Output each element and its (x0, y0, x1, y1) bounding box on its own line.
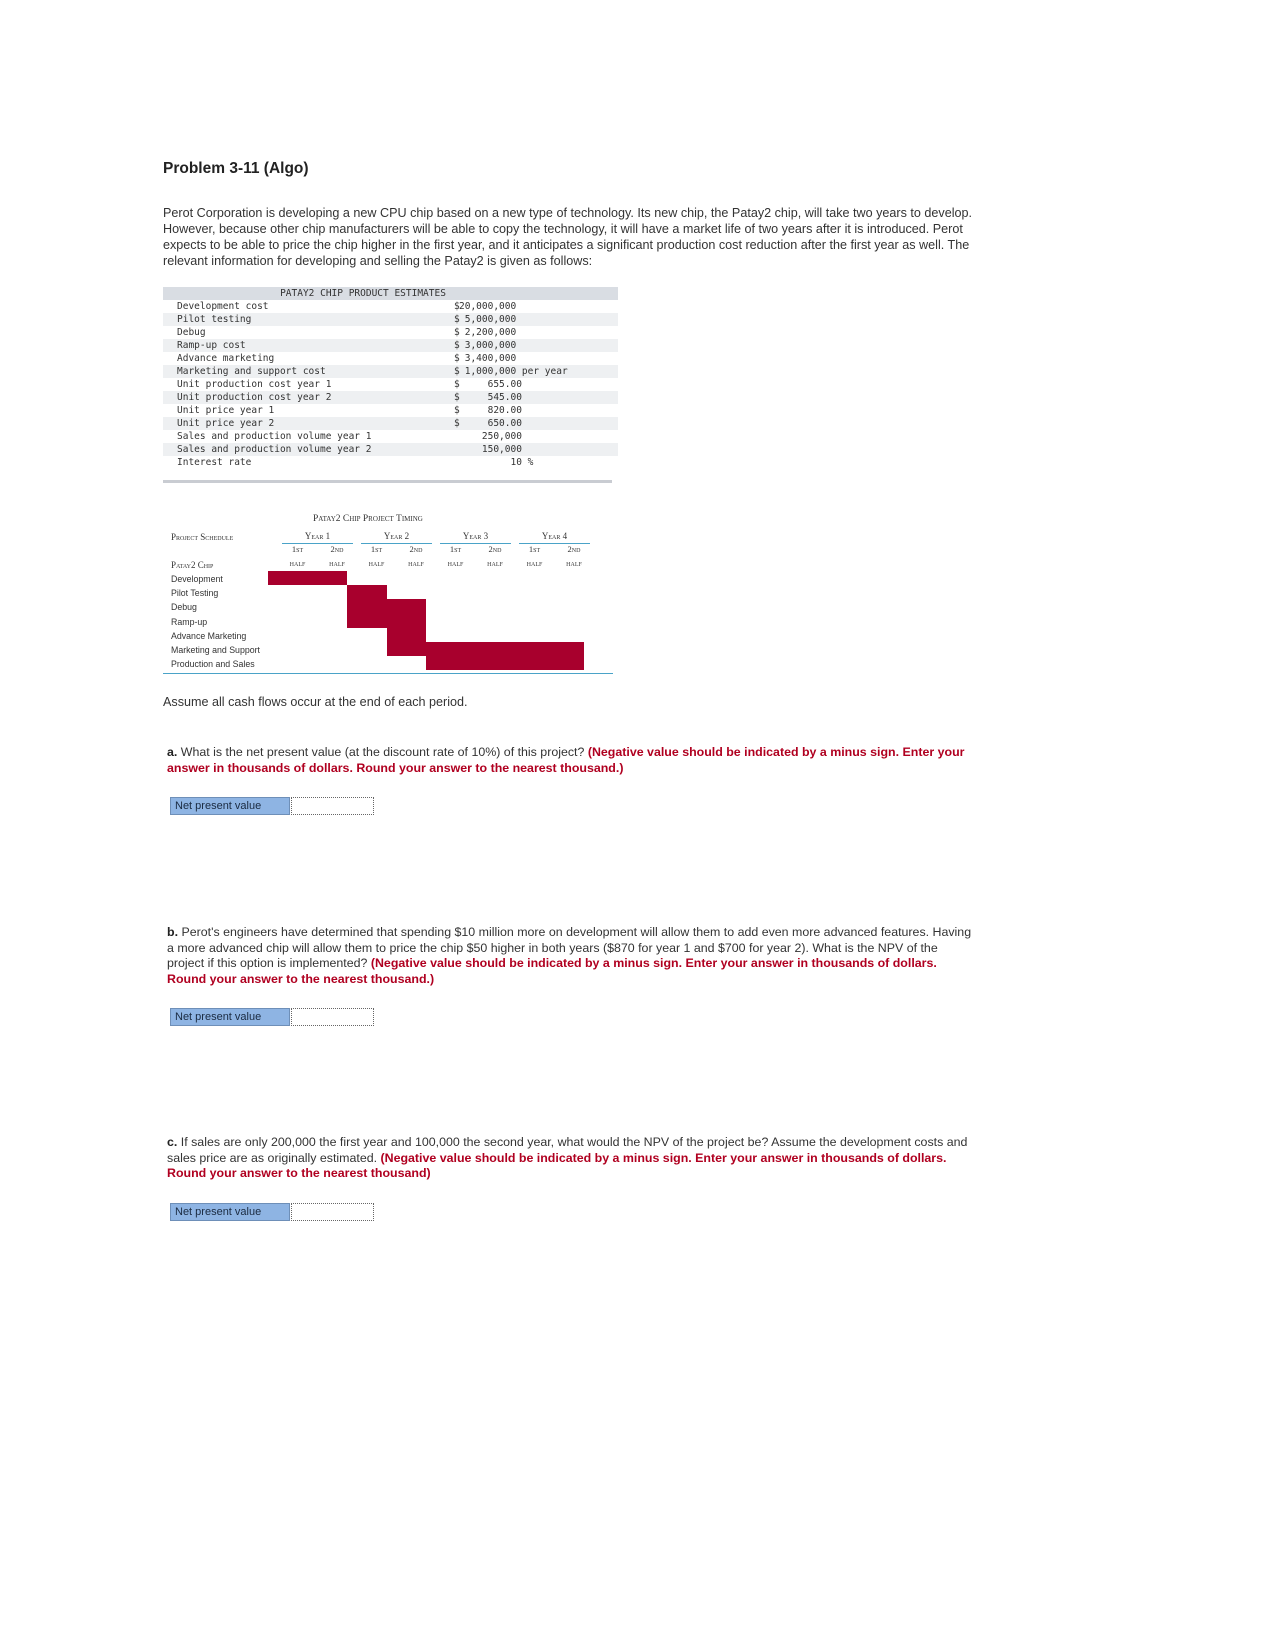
answer-c-input[interactable] (291, 1203, 374, 1221)
estimate-row (163, 339, 618, 352)
question-a (167, 745, 977, 776)
project-timing-chart (163, 510, 618, 675)
estimate-label: Advance marketing (177, 353, 275, 364)
estimate-label: Sales and production volume year 1 (177, 431, 372, 442)
answer-row-b (170, 1008, 375, 1026)
question-c-text: If sales are only 200,000 the first year and 100,000 the second year, what would the NPV of the project be? Assume the development costs and sales price are as originally estimated. (167, 1135, 968, 1165)
estimate-dollar-sign: $ (454, 340, 460, 351)
half-header-bottom: half (289, 558, 306, 568)
half-header-top: 1st (370, 544, 383, 554)
answer-b-input[interactable] (291, 1008, 374, 1026)
problem-intro: Perot Corporation is developing a new CPU chip based on a new type of technology. Its new chip, the Patay2 chip, will take two years to develop. However, because other chip manufacturers will be able to copy the technology, it will have a market life of two years after it is introduced. Perot expects to be able to price the chip higher in the first year, and it anticipates a significant production cost reduction after the first year as well. The relevant information for developing and selling the Patay2 is given as follows: (163, 206, 973, 268)
estimate-value: 5,000,000 (459, 314, 517, 325)
half-header-top: 2nd (567, 544, 581, 554)
estimate-dollar-sign: $ (454, 327, 460, 338)
estimate-dollar-sign: $ (454, 353, 460, 364)
estimate-label: Pilot testing (177, 314, 252, 325)
estimates-header: PATAY2 CHIP PRODUCT ESTIMATES (280, 288, 446, 299)
problem-title: Problem 3-11 (Algo) (163, 160, 309, 177)
estimate-label: Unit price year 2 (177, 418, 275, 429)
estimate-value: 650.00 (459, 418, 522, 429)
estimate-value: 655.00 (459, 379, 522, 390)
estimate-label: Debug (177, 327, 206, 338)
half-header-top: 1st (449, 544, 462, 554)
question-b (167, 925, 977, 987)
half-header-top: 1st (291, 544, 304, 554)
estimate-value: 3,000,000 (459, 340, 517, 351)
estimate-label: Marketing and support cost (177, 366, 326, 377)
half-header-bottom: half (526, 558, 543, 568)
estimate-value: 2,200,000 (459, 327, 517, 338)
question-c-instruction: (Negative value should be indicated by a minus sign. Enter your answer in thousands of dollars. Round your answer to the nearest thousand) (167, 1150, 947, 1180)
product-estimates-table (163, 287, 618, 483)
answer-row-c (170, 1203, 375, 1221)
estimate-value: 545.00 (459, 392, 522, 403)
estimate-value: 820.00 (459, 405, 522, 416)
estimate-label: Unit production cost year 1 (177, 379, 332, 390)
year-header: Year 4 (541, 531, 568, 541)
answer-a-input[interactable] (291, 797, 374, 815)
estimate-row (163, 300, 618, 313)
question-a-text: What is the net present value (at the discount rate of 10%) of this project? (177, 745, 588, 759)
estimate-label: Interest rate (177, 457, 252, 468)
estimate-row (163, 443, 618, 456)
half-header-top: 2nd (409, 544, 423, 554)
estimate-label: Ramp-up cost (177, 340, 246, 351)
question-c (167, 1135, 977, 1182)
estimates-bottom-rule (163, 480, 612, 483)
estimate-value: 1,000,000 per year (459, 366, 568, 377)
estimate-dollar-sign: $ (454, 379, 460, 390)
estimate-label: Development cost (177, 301, 269, 312)
assumption-note: Assume all cash flows occur at the end of each period. (163, 695, 468, 709)
half-header-bottom: half (487, 558, 503, 568)
task-label: Debug (171, 602, 197, 613)
gantt-bar (387, 599, 427, 656)
half-header-top: 2nd (330, 544, 344, 554)
gantt-bar (426, 642, 584, 670)
gantt-bar (268, 571, 347, 585)
timing-title: Patay2 Chip Project Timing (313, 514, 423, 524)
estimate-label: Unit price year 1 (177, 405, 275, 416)
half-header-bottom: half (368, 558, 385, 568)
year-header: Year 2 (383, 531, 410, 541)
question-a-lead: a. (167, 745, 178, 759)
half-header-top: 2nd (488, 544, 502, 554)
estimate-dollar-sign: $ (454, 301, 460, 312)
estimate-dollar-sign: $ (454, 392, 460, 403)
estimate-value: 3,400,000 (459, 353, 517, 364)
estimate-row (163, 313, 618, 326)
task-label: Marketing and Support (171, 645, 260, 655)
estimate-label: Unit production cost year 2 (177, 392, 332, 403)
question-a-instruction: (Negative value should be indicated by a minus sign. Enter your answer in thousands of dollars. Round your answer to the nearest thousand.) (167, 745, 965, 775)
estimate-label: Sales and production volume year 2 (177, 444, 372, 455)
estimate-row (163, 430, 618, 443)
year-header: Year 3 (462, 531, 489, 541)
estimate-dollar-sign: $ (454, 405, 460, 416)
estimate-row (163, 326, 618, 339)
half-header-bottom: half (329, 558, 345, 568)
half-header-bottom: half (408, 558, 424, 568)
estimate-value: 250,000 (459, 431, 522, 442)
estimate-row (163, 404, 618, 417)
estimate-dollar-sign: $ (454, 314, 460, 325)
gantt-bar (347, 585, 387, 628)
task-label: Development (171, 574, 223, 584)
task-label: Advance Marketing (171, 630, 247, 641)
estimate-row (163, 378, 618, 391)
question-b-instruction: (Negative value should be indicated by a minus sign. Enter your answer in thousands of dollars. Round your answer to the nearest thousand.) (167, 956, 937, 986)
question-b-text: Perot's engineers have determined that spending $10 million more on development will allow them to add even more advanced features. Having a more advanced chip will allow them to price the chip $50 higher in both years ($870 for year 1 and $700 for year 2). What is the NPV of the project if this option is implemented? (167, 925, 972, 970)
question-b-lead: b. (167, 925, 179, 939)
answer-row-a (170, 797, 375, 815)
estimate-row (163, 352, 618, 365)
estimate-row (163, 417, 618, 430)
estimate-row (163, 391, 618, 404)
answer-a-label: Net present value (170, 797, 290, 815)
question-c-lead: c. (167, 1135, 178, 1149)
task-label: Ramp-up (171, 616, 208, 627)
estimate-row (163, 456, 618, 469)
patay2-chip-label: Patay2 Chip (171, 560, 214, 570)
answer-c-label: Net present value (170, 1203, 290, 1221)
estimate-value: 150,000 (459, 444, 522, 455)
estimate-dollar-sign: $ (454, 366, 460, 377)
estimate-dollar-sign: $ (454, 418, 460, 429)
half-header-bottom: half (447, 558, 464, 568)
task-label: Production and Sales (171, 659, 255, 670)
task-label: Pilot Testing (171, 588, 219, 599)
estimate-row (163, 365, 618, 378)
year-header: Year 1 (304, 531, 331, 541)
estimate-value: 10 % (459, 457, 534, 468)
half-header-bottom: half (566, 558, 582, 568)
project-schedule-label: Project Schedule (171, 532, 234, 542)
estimate-value: 20,000,000 (459, 301, 517, 312)
answer-b-label: Net present value (170, 1008, 290, 1026)
timing-bottom-rule (163, 673, 613, 674)
half-header-top: 1st (528, 544, 541, 554)
